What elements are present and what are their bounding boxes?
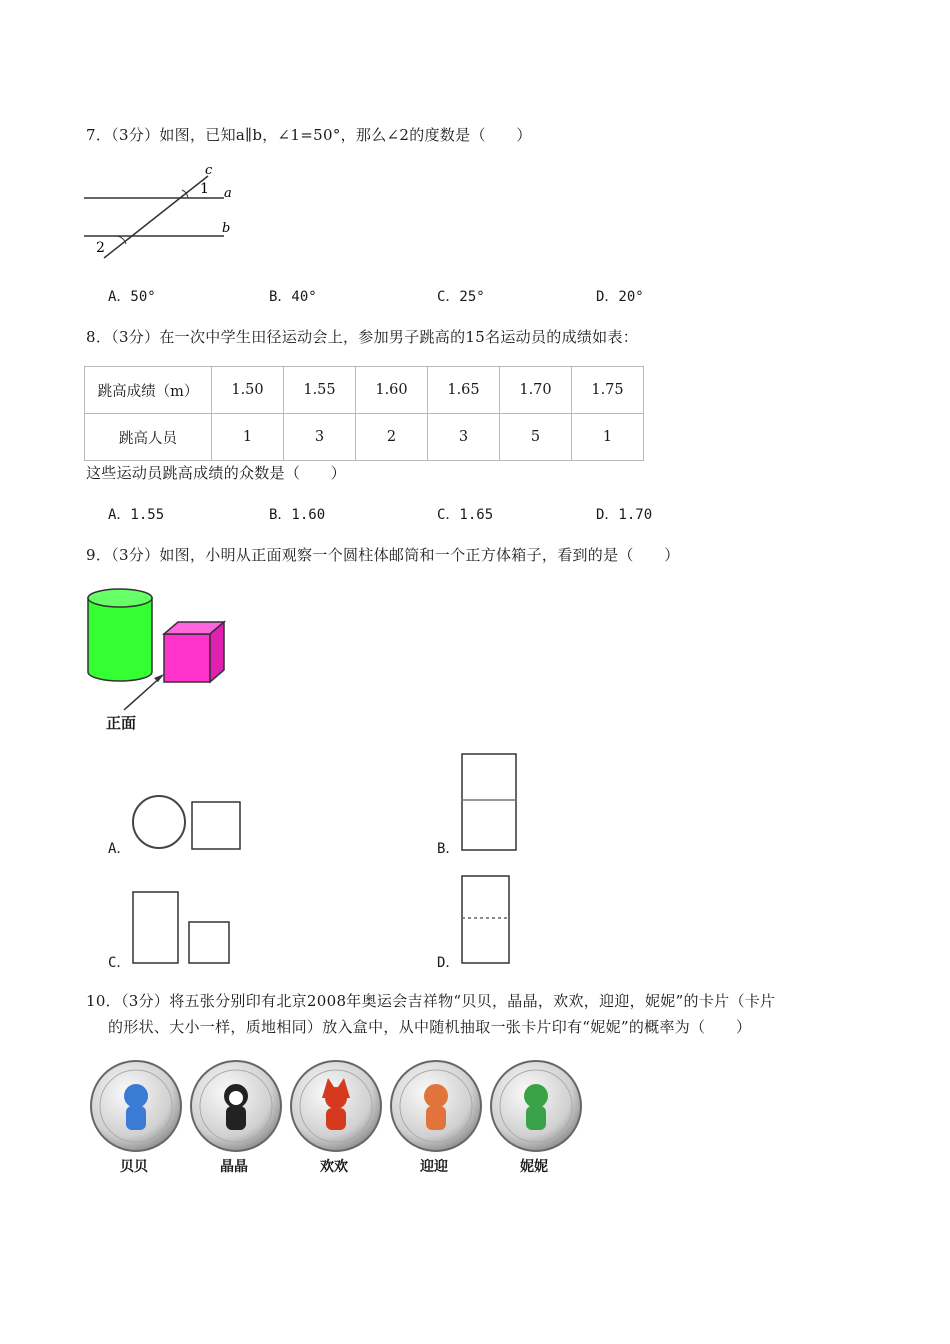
q9-stem: 9．（3分）如图，小明从正面观察一个圆柱体邮筒和一个正方体箱子，看到的是（ ） (86, 546, 680, 564)
mascot-cards (86, 1058, 596, 1158)
q9-option-d-figure[interactable] (460, 874, 514, 968)
table-row (85, 414, 644, 461)
mascot-label-beibei: 贝贝 (120, 1159, 148, 1175)
q8-option-a[interactable]: A．1.55 (108, 507, 165, 523)
mascot-card-nini (491, 1061, 581, 1151)
table-row-label: 跳高人员 (85, 414, 212, 461)
q8-option-b[interactable]: B．1.60 (269, 507, 326, 523)
table-cell: 1.75 (572, 367, 644, 414)
table-cell: 1.60 (356, 367, 428, 414)
q7-stem: 7．（3分）如图，已知a∥b，∠1=50°，那么∠2的度数是（ ） (86, 126, 532, 144)
line-a-label: a (224, 186, 232, 201)
mascot-label-yingying: 迎迎 (420, 1159, 448, 1175)
q9-option-b-label[interactable]: B． (437, 841, 460, 857)
q9-option-c-label[interactable]: C． (108, 955, 131, 971)
angle-2-label: 2 (96, 240, 105, 256)
line-b-label: b (222, 221, 231, 236)
q9-figure (84, 582, 244, 732)
mascot-label-jingjing: 晶晶 (220, 1159, 248, 1175)
table-row-label: 跳高成绩（m） (85, 367, 212, 414)
q8-option-c[interactable]: C．1.65 (437, 507, 494, 523)
table-cell: 3 (284, 414, 356, 461)
q9-option-c-figure[interactable] (131, 890, 235, 968)
q8-option-d[interactable]: D．1.70 (596, 507, 653, 523)
table-cell: 2 (356, 414, 428, 461)
table-cell: 1.70 (500, 367, 572, 414)
score-table (84, 366, 644, 461)
table-cell: 3 (428, 414, 500, 461)
q9-option-b-figure[interactable] (460, 752, 520, 854)
q8-question: 这些运动员跳高成绩的众数是（ ） (86, 464, 347, 482)
mascot-label-huanhuan: 欢欢 (320, 1159, 348, 1175)
table-row (85, 367, 644, 414)
q7-figure (84, 160, 254, 265)
table-cell: 1 (212, 414, 284, 461)
q7-option-d[interactable]: D．20° (596, 289, 644, 305)
q7-option-c[interactable]: C．25° (437, 289, 485, 305)
q9-option-d-label[interactable]: D． (437, 955, 460, 971)
table-cell: 1 (572, 414, 644, 461)
mascot-card-huanhuan (291, 1061, 381, 1151)
mascot-label-nini: 妮妮 (520, 1159, 548, 1175)
q10-stem-line2: 的形状、大小一样，质地相同）放入盒中，从中随机抽取一张卡片印有“妮妮”的概率为（ ） (108, 1018, 752, 1036)
mascot-card-jingjing (191, 1061, 281, 1151)
front-view-label: 正面 (106, 714, 137, 732)
table-cell: 1.50 (212, 367, 284, 414)
mascot-card-beibei (91, 1061, 181, 1151)
q9-option-a-figure[interactable] (130, 794, 246, 854)
line-c-label: c (205, 163, 213, 178)
q10-stem-line1: 10．（3分）将五张分别印有北京2008年奥运会吉祥物“贝贝，晶晶，欢欢，迎迎，妮妮”的卡片（卡片 (86, 992, 776, 1010)
mascot-card-yingying (391, 1061, 481, 1151)
q9-option-a-label[interactable]: A． (108, 841, 131, 857)
angle-1-label: 1 (200, 181, 209, 197)
q8-stem: 8．（3分）在一次中学生田径运动会上，参加男子跳高的15名运动员的成绩如表： (86, 328, 639, 346)
table-cell: 1.55 (284, 367, 356, 414)
table-cell: 1.65 (428, 367, 500, 414)
q7-option-a[interactable]: A．50° (108, 289, 156, 305)
q7-option-b[interactable]: B．40° (269, 289, 317, 305)
table-cell: 5 (500, 414, 572, 461)
